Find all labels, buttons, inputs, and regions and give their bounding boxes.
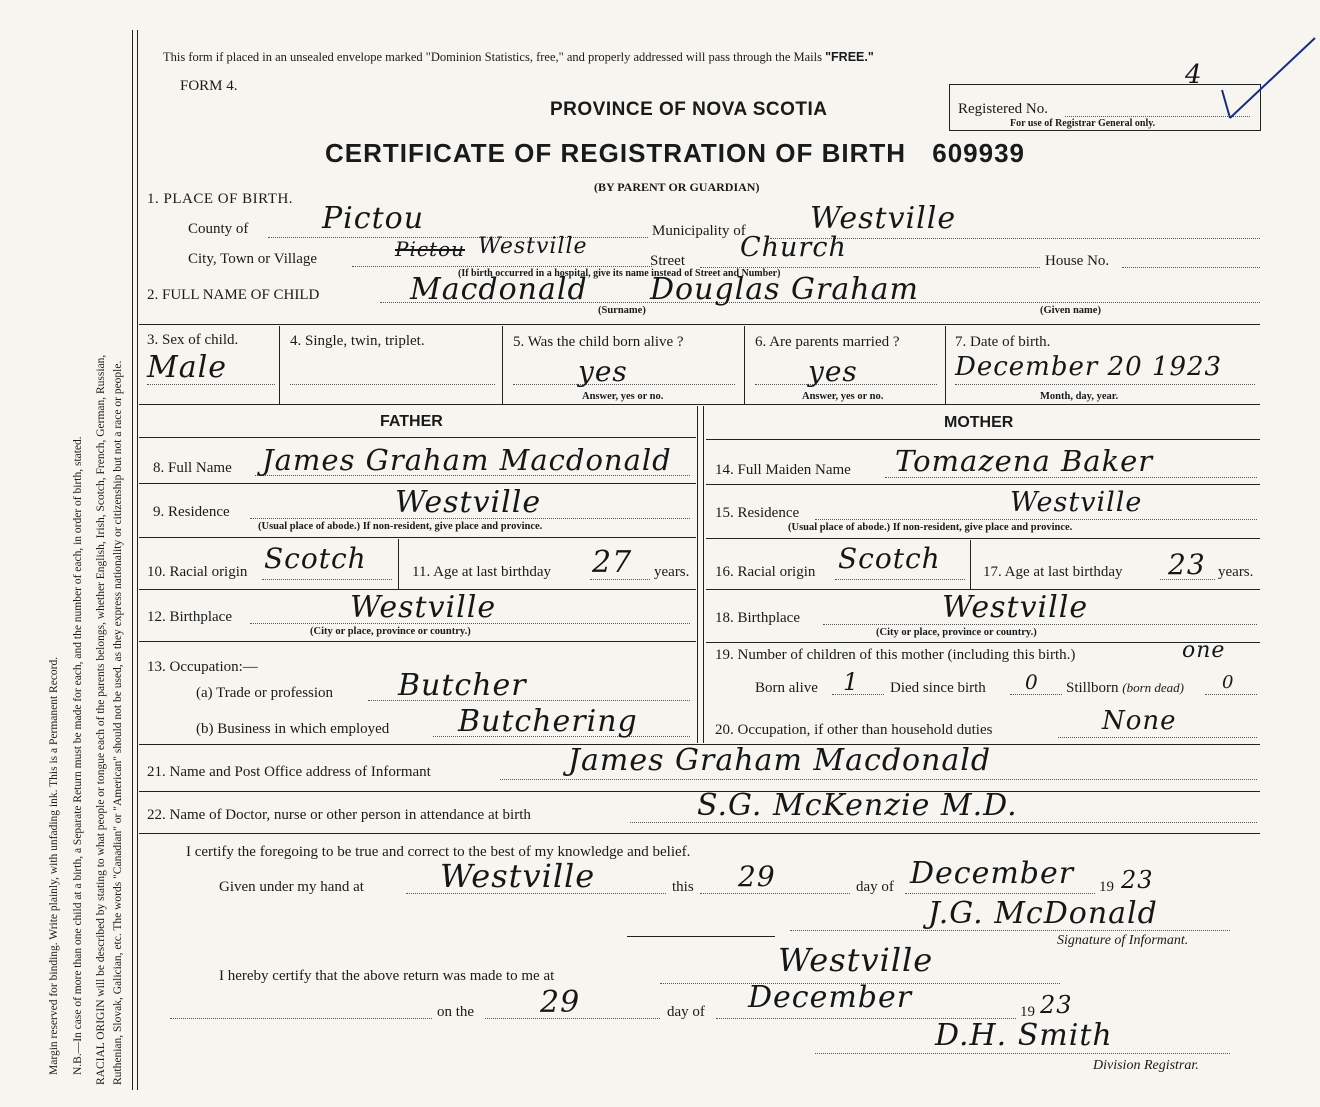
- on-the-label: on the: [437, 1004, 475, 1020]
- married-value: yes: [808, 355, 858, 388]
- stillborn-label: [1066, 680, 1184, 697]
- mother-age-label: 17. Age at last birthday: [983, 564, 1123, 580]
- rule-father-1: [139, 437, 696, 438]
- column-divider-right: [703, 406, 704, 743]
- father-age-unit: years.: [654, 564, 690, 580]
- mother-racial-label: 16. Racial origin: [715, 564, 816, 580]
- stillborn-value: 0: [1222, 672, 1235, 693]
- mother-residence-line: [815, 519, 1257, 520]
- reg-year-suffix: 23: [1040, 991, 1073, 1019]
- certificate-title: [325, 138, 1025, 169]
- rule-certification-top: [139, 833, 1260, 834]
- mother-birthplace-caption: (City or place, province or country.): [876, 627, 1037, 638]
- divider-mother-racial: [970, 540, 971, 589]
- stillborn-line: [1205, 694, 1257, 695]
- subtitle: (BY PARENT OR GUARDIAN): [594, 180, 760, 194]
- father-business-label: (b) Business in which employed: [196, 721, 390, 737]
- street-value: Church: [740, 232, 847, 263]
- mail-note: [163, 50, 874, 65]
- mother-residence-caption: (Usual place of abode.) If non-resident, give place and province.: [788, 522, 1073, 533]
- divider-row3-b: [502, 326, 503, 404]
- mother-name-value: Tomazena Baker: [895, 444, 1154, 478]
- mother-birthplace-value: Westville: [942, 590, 1089, 625]
- dob-line: [955, 384, 1255, 385]
- sex-value: Male: [147, 350, 227, 385]
- mother-occupation-label: 20. Occupation, if other than household duties: [715, 722, 993, 738]
- margin-note-binding: Margin reserved for binding. Write plainly, with unfading ink. This is a Permanent Record.: [48, 656, 60, 1075]
- father-residence-value: Westville: [395, 485, 542, 520]
- reg-day-of-label: day of: [667, 1004, 705, 1020]
- given-caption: (Given name): [1040, 305, 1101, 316]
- born-alive-label: Born alive: [755, 680, 818, 696]
- mother-birthplace-label: 18. Birthplace: [715, 610, 800, 626]
- alive-value: yes: [578, 355, 628, 388]
- city-value: Westville: [478, 234, 588, 259]
- registrar-place-value: Westville: [778, 941, 934, 979]
- dob-label: 7. Date of birth.: [955, 334, 1051, 350]
- rule-mother-2: [706, 484, 1260, 485]
- father-age-label: 11. Age at last birthday: [412, 564, 551, 580]
- doctor-value: S.G. McKenzie M.D.: [697, 788, 1018, 823]
- county-label: County of: [188, 221, 249, 237]
- margin-rule-inner: [137, 30, 138, 1090]
- rule-father-3: [139, 537, 696, 538]
- province-heading: PROVINCE OF NOVA SCOTIA: [550, 99, 828, 120]
- place-label: 1. PLACE OF BIRTH.: [147, 191, 294, 207]
- signature-rule: [627, 936, 775, 937]
- hospital-note: (If birth occurred in a hospital, give its name instead of Street and Number): [458, 268, 781, 279]
- married-caption: Answer, yes or no.: [802, 391, 884, 402]
- married-label: 6. Are parents married ?: [755, 334, 900, 350]
- mail-note-free: "FREE.": [825, 50, 874, 64]
- child-surname: Macdonald: [410, 272, 588, 307]
- father-racial-line: [262, 579, 392, 580]
- divider-row3-a: [279, 326, 280, 404]
- divider-row3-c: [744, 326, 745, 404]
- mail-note-text: This form if placed in an unsealed envelope marked "Dominion Statistics, free," and properly addressed will pass through the Mails: [163, 50, 826, 64]
- city-struck-value: Pictou: [395, 237, 466, 261]
- given-day-of-label: day of: [856, 879, 894, 895]
- father-name-value: James Graham Macdonald: [262, 443, 672, 477]
- registered-value: 4: [1185, 60, 1203, 90]
- children-label: 19. Number of children of this mother (including this birth.): [715, 647, 1076, 663]
- given-day-value: 29: [738, 860, 776, 893]
- reg-day-value: 29: [540, 985, 581, 1020]
- rule-mother-3: [706, 538, 1260, 539]
- city-line: [352, 266, 652, 267]
- check-mark-icon: [1210, 30, 1320, 130]
- rule-mother-5: [706, 642, 1260, 643]
- father-heading: FATHER: [380, 413, 443, 430]
- father-racial-label: 10. Racial origin: [147, 564, 248, 580]
- father-trade-value: Butcher: [398, 668, 527, 703]
- dob-value: December 20 1923: [955, 352, 1223, 382]
- mother-name-label: 14. Full Maiden Name: [715, 462, 851, 478]
- registrar-caption: Division Registrar.: [1093, 1058, 1199, 1073]
- stillborn-text: Stillborn: [1066, 680, 1119, 696]
- mother-age-value: 23: [1168, 548, 1206, 581]
- plural-line: [290, 384, 495, 385]
- rule-father-5: [139, 641, 696, 642]
- this-day-line: [700, 893, 850, 894]
- mother-heading: MOTHER: [944, 414, 1014, 431]
- informant-label: 21. Name and Post Office address of Informant: [147, 764, 431, 780]
- informant-line: [500, 779, 1257, 780]
- registrar-statement: I hereby certify that the above return was made to me at: [219, 968, 555, 984]
- father-racial-value: Scotch: [264, 542, 367, 575]
- margin-rule: [132, 30, 133, 1090]
- stillborn-note: (born dead): [1122, 680, 1185, 695]
- street-label: Street: [650, 253, 685, 269]
- plural-label: 4. Single, twin, triplet.: [290, 333, 425, 349]
- father-birthplace-caption: (City or place, province or country.): [310, 626, 471, 637]
- father-business-value: Butchering: [458, 704, 638, 739]
- column-divider-left: [697, 406, 698, 743]
- registrar-signature-line: [815, 1053, 1230, 1054]
- margin-note-racial-2: Ruthenian, Slovak, Galician, etc. The words "Canadian" or "American" should not be used, as they express nationality or citizenship but not a race or people.: [112, 360, 124, 1085]
- mother-racial-line: [835, 579, 965, 580]
- father-trade-label: (a) Trade or profession: [196, 685, 334, 701]
- father-birthplace-label: 12. Birthplace: [147, 609, 232, 625]
- certificate-number: 609939: [932, 138, 1026, 168]
- father-residence-label: 9. Residence: [153, 504, 230, 520]
- county-value: Pictou: [322, 201, 425, 236]
- registrar-signature: D.H. Smith: [935, 1018, 1113, 1053]
- mother-age-unit: years.: [1218, 564, 1254, 580]
- alive-caption: Answer, yes or no.: [582, 391, 664, 402]
- given-year-suffix: 23: [1121, 866, 1154, 894]
- reg-year-prefix: 19: [1020, 1004, 1035, 1020]
- children-value: one: [1182, 638, 1226, 663]
- alive-label: 5. Was the child born alive ?: [513, 334, 684, 350]
- given-month-line: [905, 893, 1095, 894]
- child-name-label: 2. FULL NAME OF CHILD: [147, 287, 320, 303]
- on-the-line-left: [170, 1018, 432, 1019]
- municipality-value: Westville: [810, 201, 957, 236]
- sex-label: 3. Sex of child.: [147, 332, 239, 348]
- divider-father-racial: [398, 539, 399, 589]
- doctor-label: 22. Name of Doctor, nurse or other person in attendance at birth: [147, 807, 531, 823]
- certification-statement: I certify the foregoing to be true and correct to the best of my knowledge and belief.: [186, 844, 691, 860]
- house-label: House No.: [1045, 253, 1110, 269]
- rule-row3-bottom: [139, 404, 1260, 405]
- given-place-value: Westville: [440, 857, 596, 895]
- rule-row3-top: [139, 324, 1260, 325]
- died-label: Died since birth: [890, 680, 986, 696]
- child-given-name: Douglas Graham: [650, 272, 919, 307]
- given-label: Given under my hand at: [219, 879, 364, 895]
- mother-residence-label: 15. Residence: [715, 505, 800, 521]
- father-occupation-label: 13. Occupation:—: [147, 659, 258, 675]
- informant-signature: J.G. McDonald: [928, 896, 1158, 931]
- municipality-label: Municipality of: [652, 223, 746, 239]
- born-alive-value: 1: [843, 668, 860, 696]
- rule-father-2: [139, 483, 696, 484]
- informant-value: James Graham Macdonald: [568, 743, 992, 778]
- dob-caption: Month, day, year.: [1040, 391, 1119, 402]
- given-year-prefix: 19: [1099, 879, 1114, 895]
- divider-row3-d: [945, 326, 946, 404]
- mother-occupation-value: None: [1102, 706, 1177, 736]
- father-age-value: 27: [592, 545, 633, 580]
- margin-note-racial-1: RACIAL ORIGIN will be described by stating to what people or tongue each of the parents belongs, whether English, Irish, Scotch, French, German, Russian,: [95, 354, 107, 1085]
- mother-occupation-line: [1058, 737, 1257, 738]
- father-birthplace-value: Westville: [350, 590, 497, 625]
- rule-mother-1: [706, 439, 1260, 440]
- surname-caption: (Surname): [598, 305, 646, 316]
- house-line: [1122, 267, 1260, 268]
- mother-residence-value: Westville: [1010, 487, 1143, 518]
- father-name-label: 8. Full Name: [153, 460, 232, 476]
- reg-month-value: December: [748, 980, 913, 1015]
- title-text: CERTIFICATE OF REGISTRATION OF BIRTH: [325, 138, 907, 168]
- registered-label: Registered No.: [958, 101, 1048, 117]
- given-month-value: December: [910, 856, 1075, 891]
- father-residence-caption: (Usual place of abode.) If non-resident, give place and province.: [258, 521, 543, 532]
- died-line: [1010, 694, 1062, 695]
- mother-racial-value: Scotch: [838, 542, 941, 575]
- form-number: FORM 4.: [180, 78, 238, 94]
- city-label: City, Town or Village: [188, 251, 318, 267]
- this-label: this: [672, 879, 694, 895]
- died-value: 0: [1025, 670, 1039, 694]
- margin-note-nb: N.B.—In case of more than one child at a birth, a Separate Return must be made for each, and the number of each, in order of birth, stated.: [72, 436, 84, 1075]
- registered-note: For use of Registrar General only.: [1010, 118, 1156, 129]
- signature-caption: Signature of Informant.: [1057, 933, 1189, 948]
